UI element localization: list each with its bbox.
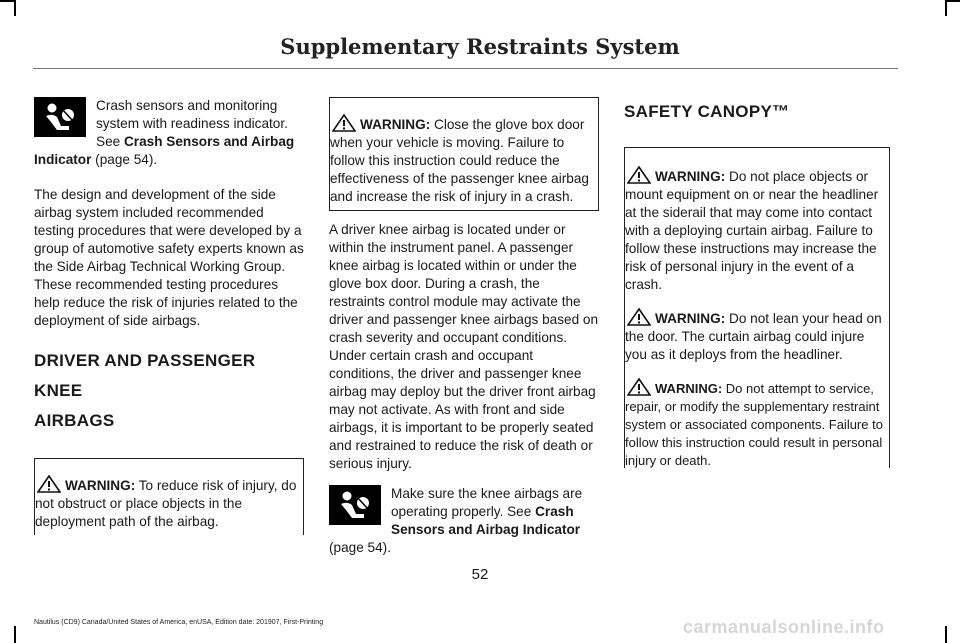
airbag-occupant-icon [329,485,381,525]
warning-triangle-icon [627,378,651,396]
crop-mark [945,0,960,2]
crop-mark [14,626,16,643]
crop-mark [0,0,14,2]
footer-edition-info: Nautilus (CD9) Canada/United States of America, enUSA, Edition date: 201907, First-Printing [34,619,324,626]
airbag-occupant-icon [34,97,86,137]
column-2 [329,97,599,557]
warning-text: WARNING: Do not attempt to service, repair, or modify the supplementary restraint system or associated components. Failure to follow this instruction could result in personal injury or death. [625,378,889,470]
warning-text: WARNING: To reduce risk of injury, do not obstruct or place objects in the deployment path of the airbag. [35,475,303,531]
page-title: Supplementary Restraints System [280,34,680,59]
warning-triangle-icon [627,308,651,326]
warning-box [34,458,304,535]
warning-text: WARNING: Close the glove box door when your vehicle is moving. Failure to follow this instruction could reduce the effectiveness of the passenger knee airbag and increase the risk of injury in a crash. [330,114,598,206]
column-3 [624,97,890,468]
side-airbag-paragraph: The design and development of the side airbag system included recommended testing procedures that were developed by a group of automotive safety experts known as the Side Airbag Technical Working Group. These recommended testing procedures help reduce the risk of injuries related to the deployment of side airbags. [34,187,304,328]
section-heading: DRIVER AND PASSENGER KNEE AIRBAGS [34,351,256,430]
page-number: 52 [471,566,489,583]
warning-triangle-icon [37,475,61,493]
warning-text: WARNING: Do not place objects or mount equipment on or near the headliner at the siderail that may come into contact with a deploying curtain airbag. Failure to follow these instructions may increase the risk of personal injury in the event of a crash. [625,166,889,294]
crop-mark [14,0,16,16]
warning-triangle-icon [627,166,651,184]
column-1 [34,97,304,535]
crash-sensors-link[interactable]: Crash Sensors and Airbag Indicator [34,134,295,167]
outro-paragraph: Make sure the knee airbags are operating properly. See Crash Sensors and Airbag Indicator (page 54). [329,486,583,555]
crop-mark [945,0,947,16]
warning-box [624,147,890,468]
watermark: carmanualsonline.info [683,617,885,637]
section-heading: SAFETY CANOPY™ [624,102,790,121]
warning-box [329,97,599,211]
crop-mark [945,626,947,643]
header-divider [33,68,898,69]
warning-text: WARNING: Do not lean your head on the door. The curtain airbag could injure you as it deploys from the headliner. [625,308,889,364]
warning-triangle-icon [332,114,356,132]
crash-sensors-link[interactable]: Crash Sensors and Airbag Indicator [391,504,581,537]
intro-paragraph: Crash sensors and monitoring system with readiness indicator. See Crash Sensors and Airbag Indicator (page 54). [34,98,295,167]
knee-airbag-paragraph: A driver knee airbag is located under or within the instrument panel. A passenger knee airbag is located within or under the glove box door. During a crash, the restraints control module may activate the driver and passenger knee airbags based on crash severity and occupant conditions. Under certain crash and occupant conditions, the driver and passenger knee airbag may deploy but the driver front airbag may not activate. As with front and side airbags, it is important to be properly seated and restrained to reduce the risk of death or serious injury. [329,222,599,471]
